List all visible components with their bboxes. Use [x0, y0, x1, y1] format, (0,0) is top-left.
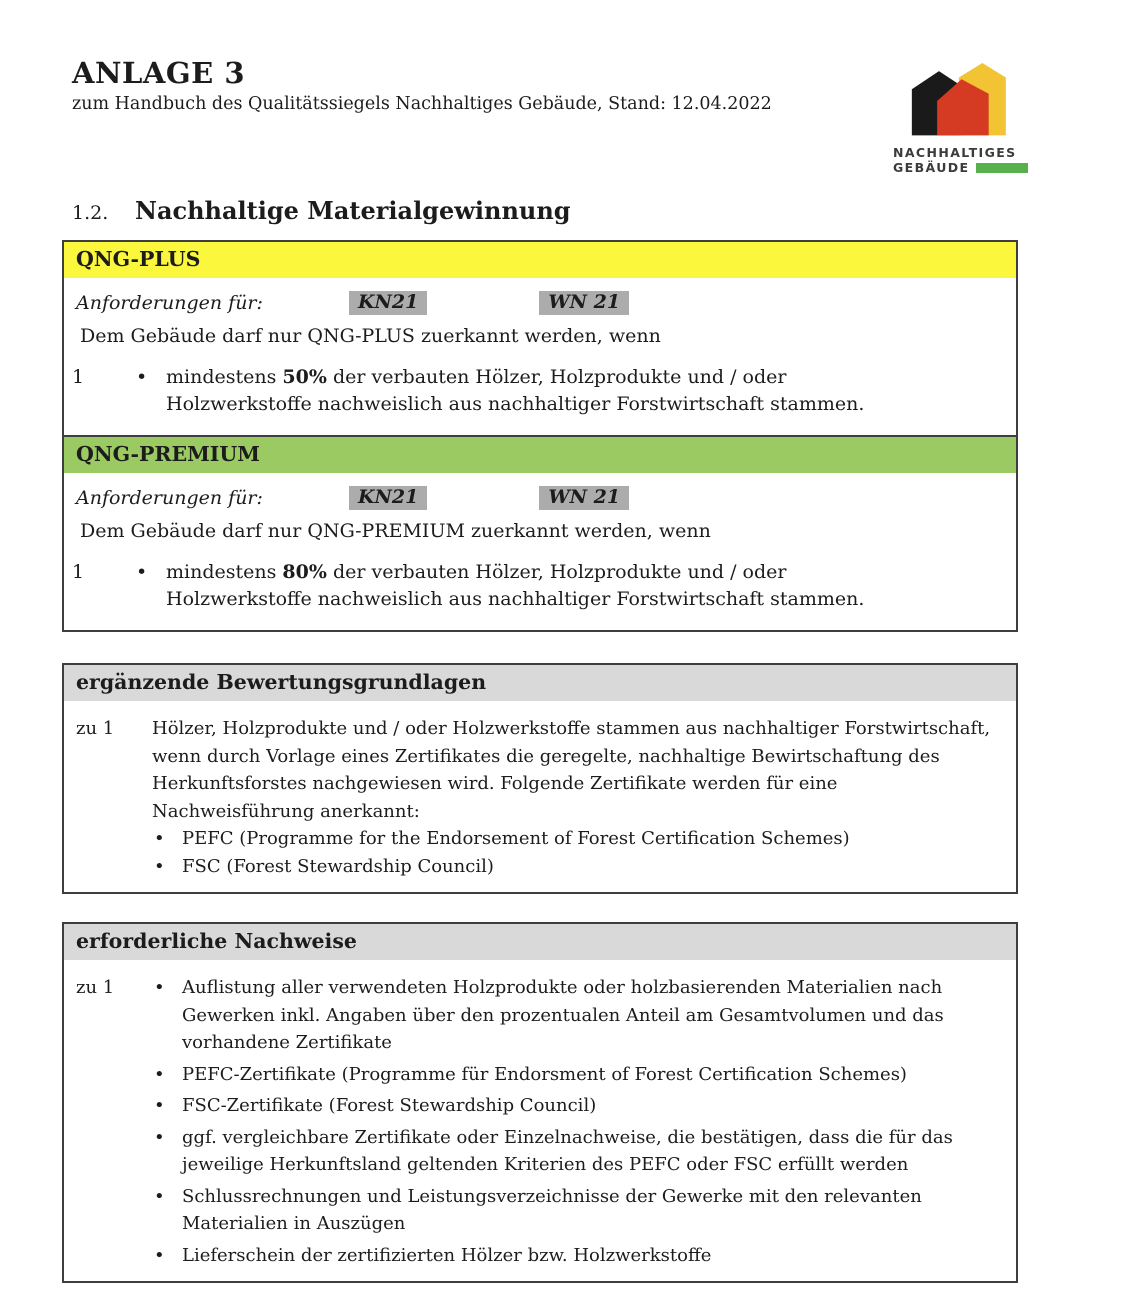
tag-wn21: WN 21	[539, 291, 629, 315]
requirements-label: Anforderungen für:	[76, 487, 263, 509]
qng-plus-header: QNG-PLUS	[64, 242, 1016, 281]
list-item: • Schlussrechnungen und Leistungsverzeichnisse der Gewerke mit den relevanten Materialien in Auszügen	[152, 1183, 964, 1238]
qng-plus-item	[64, 351, 1016, 435]
nachweise-table	[62, 922, 1018, 1283]
qng-premium-header: QNG-PREMIUM	[64, 435, 1016, 476]
qng-logo	[893, 60, 1031, 175]
nachweise-list	[152, 974, 964, 1269]
section-number: 1.2.	[72, 202, 109, 224]
bullet-icon: •	[136, 561, 148, 583]
nachweise-row	[64, 963, 1016, 1281]
document-header	[72, 56, 772, 114]
list-item: • Lieferschein der zertifizierten Hölzer bzw. Holzwerkstoffe	[152, 1242, 964, 1270]
tag-wn21: WN 21	[539, 486, 629, 510]
qng-premium-item	[64, 546, 1016, 630]
qng-plus-intro: Dem Gebäude darf nur QNG-PLUS zuerkannt werden, wenn	[80, 325, 661, 347]
logo-line1: NACHHALTIGES	[893, 145, 1017, 160]
nachweise-header: erforderliche Nachweise	[64, 924, 1016, 963]
bullet-icon: •	[136, 366, 148, 388]
logo-line2: GEBÄUDE	[893, 160, 970, 175]
logo-green-bar-icon	[976, 163, 1028, 173]
list-item: • Auflistung aller verwendeten Holzprodukte oder holzbasierenden Materialien nach Gewerken inkl. Angaben über den prozentualen Anteil am Gesamtvolumen und das vorhandene Zertifikate	[152, 974, 964, 1057]
zu-label: zu 1	[76, 718, 115, 739]
logo-wordmark	[893, 145, 1031, 175]
qng-plus-requirements-row	[64, 281, 1016, 317]
section-heading	[72, 196, 1018, 225]
qng-requirements-table	[62, 240, 1018, 632]
item-number: 1	[72, 366, 85, 388]
list-item: • FSC-Zertifikate (Forest Stewardship Council)	[152, 1092, 964, 1120]
document-content	[62, 196, 1018, 1283]
item-number: 1	[72, 561, 85, 583]
certificate-list	[152, 825, 997, 880]
item-bold-value: 80%	[282, 561, 327, 583]
page-title: ANLAGE 3	[72, 56, 246, 90]
bewertungsgrundlagen-content	[152, 715, 997, 880]
item-text: mindestens 50% der verbauten Hölzer, Holzprodukte und / oder Holzwerkstoffe nachweislich aus nachhaltiger Forstwirtschaft stammen.	[166, 366, 865, 415]
list-item: • ggf. vergleichbare Zertifikate oder Einzelnachweise, die bestätigen, dass die für das jeweilige Herkunftsland geltenden Kriterien des PEFC oder FSC erfüllt werden	[152, 1124, 964, 1179]
section-title: Nachhaltige Materialgewinnung	[135, 196, 571, 225]
list-item: • FSC (Forest Stewardship Council)	[152, 853, 997, 881]
bewertungsgrundlagen-header: ergänzende Bewertungsgrundlagen	[64, 665, 1016, 704]
logo-houses-icon	[901, 60, 1023, 142]
zu-label: zu 1	[76, 977, 115, 998]
item-text: mindestens 80% der verbauten Hölzer, Holzprodukte und / oder Holzwerkstoffe nachweislich aus nachhaltiger Forstwirtschaft stammen.	[166, 561, 865, 610]
page-subtitle: zum Handbuch des Qualitätssiegels Nachhaltiges Gebäude, Stand: 12.04.2022	[72, 94, 772, 114]
qng-premium-intro: Dem Gebäude darf nur QNG-PREMIUM zuerkannt werden, wenn	[80, 520, 711, 542]
tag-kn21: KN21	[349, 486, 427, 510]
qng-premium-requirements-row	[64, 476, 1016, 512]
requirements-label: Anforderungen für:	[76, 292, 263, 314]
bewertungsgrundlagen-row	[64, 704, 1016, 892]
bewertungsgrundlagen-text: Hölzer, Holzprodukte und / oder Holzwerkstoffe stammen aus nachhaltiger Forstwirtschaft, wenn durch Vorlage eines Zertifikates die geregelte, nachhaltige Bewirtschaftung des Herkunftsforstes nachgewiesen wird. Folgende Zertifikate werden für eine Nachweisführung anerkannt:	[152, 718, 991, 822]
list-item: • PEFC (Programme for the Endorsement of Forest Certification Schemes)	[152, 825, 997, 853]
item-bold-value: 50%	[282, 366, 327, 388]
tag-kn21: KN21	[349, 291, 427, 315]
bewertungsgrundlagen-table	[62, 663, 1018, 894]
list-item: • PEFC-Zertifikate (Programme für Endorsment of Forest Certification Schemes)	[152, 1061, 964, 1089]
